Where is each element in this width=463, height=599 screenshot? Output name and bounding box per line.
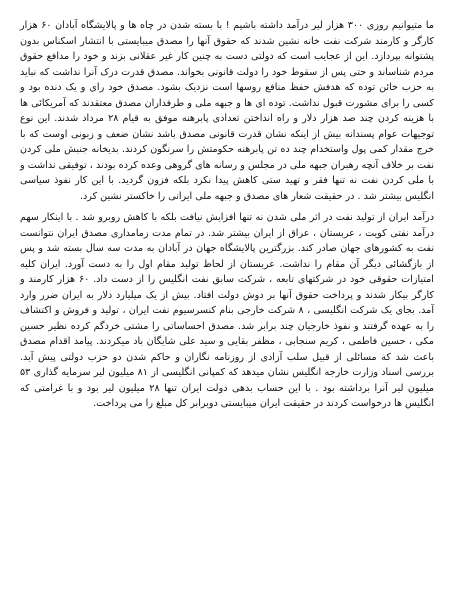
paragraph-1: ما متیوانیم روزی ۳۰۰ هزار لیر درآمد داشته باشیم ! با بسته شدن در چاه ها و پالایشگاه آبادان ۶۰ هزار کارگر و کارمند شرکت نفت خانه نشین شدند که حقوق آنها را مصدق میبایستی با انتشار اسکناس بدون پشتوانه بپردازد. این از عجایب است که دولتی دست به چنین کار غیر عقلانی بزند و خود را مدافع حقوق مردم شناساند و حتی پس از سقوط خود را دولت قانونی بخواند. مصدق قدرت درک آنرا نداشت که نباید به حزب خائن توده که هدفش حفظ منافع روسها است نزدیک بشود. مصدق خود رای و یک دنده بود و کسی را برای مشورت قبول نداشت. توده ای ها و جبهه ملی و طرفداران مصدق معتقدند که آمریکائی ها با هزینه کردن چند صد هزار دلار و راه انداختن تعدادی پابرهنه موفق به قیام ۲۸ مرداد شدند. این نوع توجیهات عوام پسندانه بیش از اینکه نشان قدرت قانونی مصدق باشد نشان ضعف و زبونی اوست که با خرج مقدار کمی پول واستخدام چند ده تن پابرهنه حکومتش را سرنگون کردند. بدیخانه جنبش ملی کردن نفت بر خلاف آنچه رهبران جبهه ملی در مجلس و رسانه های گروهی وعده کرده بودند ، توفیقی نداشت و با ملی کردن نفت نه تنها فقر و تهید ستی کاهش پیدا نکرد بلکه فزون گردید. با این کار نفوذ سیاسی انگلیس بیشتر شد . در حقیقت شعار های مصدق و جبهه ملی ایرانی را خاکستر نشین کرد. [20, 20, 434, 202]
document-page [20, 18, 434, 412]
paragraph-2: درآمد ایران از تولید نفت در اثر ملی شدن نه تنها افزایش نیافت بلکه با کاهش روبرو شد . با اینکار سهم درآمد نفتی کویت ، عربستان ، عراق از ایران بیشتر شد. در تمام مدت زمامداری مصدق ایران نتوانست نفت به کشورهای جهان صادر کند. بزرگترین پالایشگاه جهان در آبادان به مدت سه سال بسته شد و پس از بازگشائی دیگر آن مقام را نداشت. عربستان از لحاظ تولید مقام اول را به دست آورد. ایران کلیه امتیازات حقوقی خود در شرکتهای تابعه ، شرکت سابق نفت انگلیس را از دست داد. ۶۰ هزار کارمند و کارگر بیکار شدند و پرداخت حقوق آنها بر دوش دولت افتاد. بیش از یک میلیارد دلار به ایران ضرر وارد آمد. بجای یک شرکت انگلیسی ، ۸ شرکت خارجی بنام کنسرسیوم نفت ایران ، تولید و فروش و اکتشاف را به عهده گرفتند و نفوذ خارجیان چند برابر شد. مصدق احساساتی را مشتی خردگم کرده نظیر حسین مکی ، حسین فاطمی ، کریم سنجابی ، مظفر بقایی و سید علی شایگان باد میکردند. پیامد اقدام مصدق باعث شد که مسائلی از قبیل سلب آزادی از روزنامه نگاران و حاکم شدن دو حزب دولتی پیش آید. بررسی اسناد وزارت خارجه انگلیس نشان میدهد که کمپانی انگلیسی از ۸۱ میلیون لیر سرمایه گذاری ۵۳ میلیون لیر آنرا برداشته بود . با این حساب بدهی دولت ایران تنها ۲۸ میلیون لیر بود و با غرامتی که انگلیس ها درخواست کردند در حقیقت ایران میبایستی دوبرابر کل مبلغ را می پرداخت. [20, 212, 434, 409]
